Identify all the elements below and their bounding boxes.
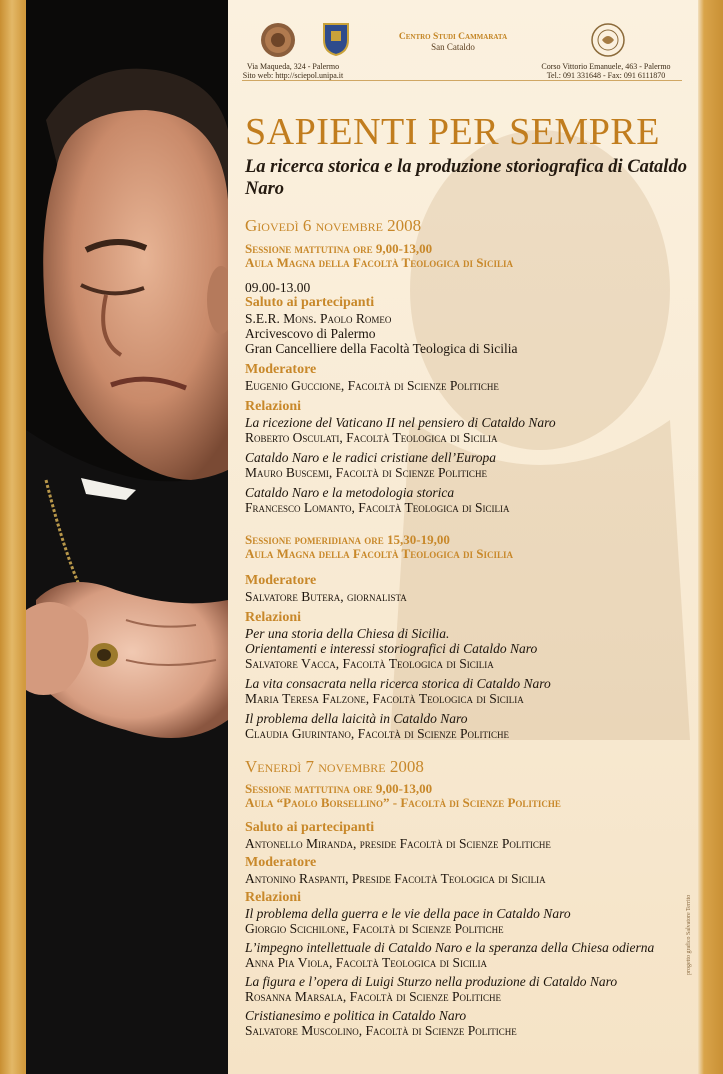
day1-mod-label: Moderatore <box>245 362 317 377</box>
right-address: Corso Vittorio Emanuele, 463 - Palermo <box>541 62 671 71</box>
day1-greet-3: Gran Cancelliere della Facoltà Teologica di Sicilia <box>245 341 518 356</box>
day2-r3-speaker: Rosanna Marsala, Facoltà di Scienze Politiche <box>245 989 501 1004</box>
day2-mod: Antonino Raspanti, Preside Facoltà Teologica di Sicilia <box>245 871 546 886</box>
day1-r1-speaker: Roberto Osculati, Facoltà Teologica di Sicilia <box>245 430 498 445</box>
page-subtitle: La ricerca storica e la produzione storiografica di Cataldo Naro <box>245 157 687 199</box>
day1-pm-r1-speaker: Salvatore Vacca, Facoltà Teologica di Sicilia <box>245 656 494 671</box>
day2-r1-title: Il problema della guerra e le vie della pace in Cataldo Naro <box>245 906 571 921</box>
center-city: San Cataldo <box>431 42 475 52</box>
page-title: SAPIENTI PER SEMPRE <box>245 111 660 153</box>
day2-rel-label: Relazioni <box>245 890 301 905</box>
day1-mod: Eugenio Guccione, Facoltà di Scienze Politiche <box>245 378 499 393</box>
day2-r4-speaker: Salvatore Muscolino, Facoltà di Scienze Politiche <box>245 1023 517 1038</box>
day1-pm-rel-label: Relazioni <box>245 610 301 625</box>
day1-pm-mod: Salvatore Butera, giornalista <box>245 589 407 604</box>
theology-faculty-seal-icon <box>590 22 626 58</box>
day1-morning-time: 09.00-13.00 <box>245 280 311 295</box>
day1-r2-title: Cataldo Naro e le radici cristiane dell’Europa <box>245 450 496 465</box>
faculty-crest-icon <box>322 22 350 56</box>
day2-r1-speaker: Giorgio Scichilone, Facoltà di Scienze Politiche <box>245 921 504 936</box>
center-name: Centro Studi Cammarata <box>398 32 508 42</box>
day1-date: Giovedì 6 novembre 2008 <box>245 216 422 235</box>
day1-r3-title: Cataldo Naro e la metodologia storica <box>245 485 455 500</box>
day1-greet-1: S.E.R. Mons. Paolo Romeo <box>245 311 392 326</box>
left-website: Sito web: http://sciepol.unipa.it <box>242 71 344 80</box>
day1-r2-speaker: Mauro Buscemi, Facoltà di Scienze Politiche <box>245 465 487 480</box>
day1-pm-r1-title-a: Per una storia della Chiesa di Sicilia. <box>245 626 450 641</box>
day1-greet-label: Saluto ai partecipanti <box>245 295 375 310</box>
left-address: Via Maqueda, 324 - Palermo <box>246 62 340 71</box>
design-credit: progetto grafico Salvatore Territo <box>686 894 692 975</box>
day2-r2-title: L’impegno intellettuale di Cataldo Naro e la speranza della Chiesa odierna <box>245 940 655 955</box>
day2-greet-label: Saluto ai partecipanti <box>245 820 375 835</box>
portrait-photo <box>26 0 228 1074</box>
day1-rel-label: Relazioni <box>245 399 301 414</box>
day1-r3-speaker: Francesco Lomanto, Facoltà Teologica di Sicilia <box>245 500 510 515</box>
day1-morning-place: Aula Magna della Facoltà Teologica di Sicilia <box>245 255 513 270</box>
day2-place: Aula “Paolo Borsellino” - Facoltà di Scienze Politiche <box>245 795 561 810</box>
header <box>228 18 698 88</box>
day1-greet-2: Arcivescovo di Palermo <box>245 326 376 341</box>
day2-r4-title: Cristianesimo e politica in Cataldo Naro <box>245 1008 467 1023</box>
day1-pm-r2-speaker: Maria Teresa Falzone, Facoltà Teologica di Sicilia <box>245 691 524 706</box>
day1-pm-r2-title: La vita consacrata nella ricerca storica di Cataldo Naro <box>245 676 551 691</box>
day1-pm-r3-title: Il problema della laicità in Cataldo Naro <box>245 711 468 726</box>
program <box>245 110 690 1038</box>
gold-frame-right <box>698 0 723 1074</box>
day1-pm-r3-speaker: Claudia Giurintano, Facoltà di Scienze Politiche <box>245 726 509 741</box>
day1-afternoon-session: Sessione pomeridiana ore 15,30-19,00 <box>245 532 450 547</box>
day1-morning-session: Sessione mattutina ore 9,00-13,00 <box>245 241 433 256</box>
header-divider <box>242 80 682 81</box>
day1-pm-r1-title-b: Orientamenti e interessi storiografici di Cataldo Naro <box>245 641 538 656</box>
day1-afternoon-place: Aula Magna della Facoltà Teologica di Sicilia <box>245 546 513 561</box>
day2-greet: Antonello Miranda, preside Facoltà di Scienze Politiche <box>245 836 551 851</box>
right-phone: Tel.: 091 331648 - Fax: 091 6111870 <box>546 71 666 80</box>
day2-mod-label: Moderatore <box>245 855 317 870</box>
portrait-illustration <box>26 0 228 1074</box>
day2-date: Venerdì 7 novembre 2008 <box>245 757 424 776</box>
day2-r2-speaker: Anna Pia Viola, Facoltà Teologica di Sicilia <box>245 955 488 970</box>
day1-pm-mod-label: Moderatore <box>245 573 317 588</box>
university-seal-icon <box>260 22 296 58</box>
day1-r1-title: La ricezione del Vaticano II nel pensiero di Cataldo Naro <box>245 415 556 430</box>
day2-r3-title: La figura e l’opera di Luigi Sturzo nella produzione di Cataldo Naro <box>245 974 618 989</box>
day2-session: Sessione mattutina ore 9,00-13,00 <box>245 781 433 796</box>
